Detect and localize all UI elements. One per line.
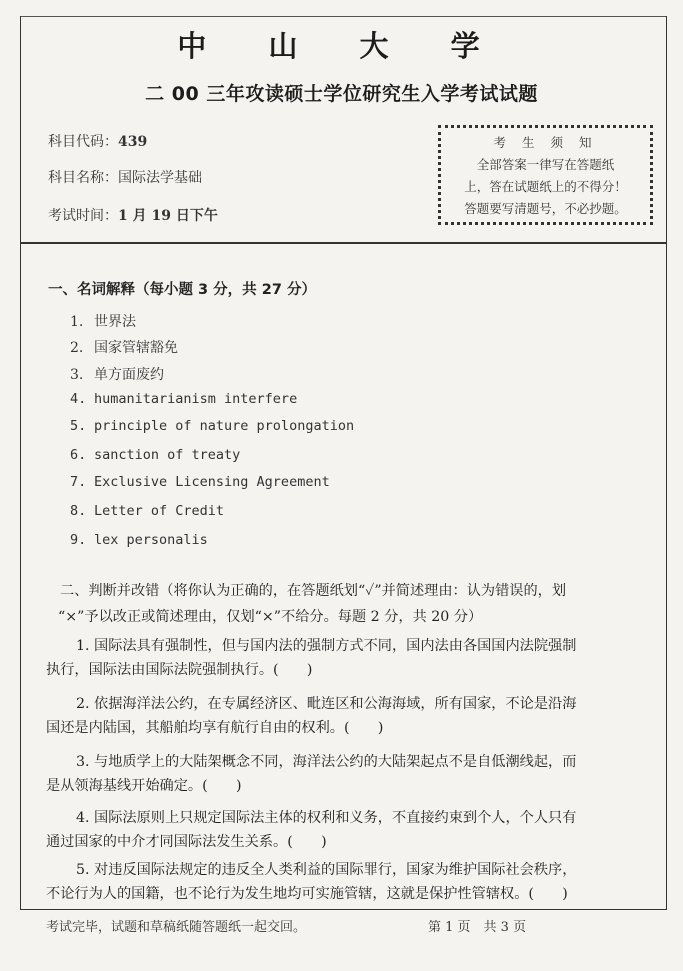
subject-code-row bbox=[48, 131, 147, 151]
header-separator bbox=[20, 242, 667, 244]
section-1-heading: 一、名词解释（每小题 3 分，共 27 分） bbox=[48, 282, 316, 298]
term-item-9: 9. lex personalis bbox=[70, 532, 208, 548]
judge-item-5: 5. 对违反国际法规定的违反全人类利益的国际罪行，国家为维护国际社会秩序， 不论行为人的国籍，也不论行为发生地均可实施管辖，这就是保护性管辖权。( ) bbox=[46, 862, 577, 902]
exam-time: 1 月 19 日下午 bbox=[118, 208, 218, 224]
term-item-3: 3. 单方面废约 bbox=[70, 367, 164, 383]
exam-time-row bbox=[48, 205, 218, 225]
notice-line-3: 答题要写清题号，不必抄题。 bbox=[464, 201, 627, 216]
term-item-7: 7. Exclusive Licensing Agreement bbox=[70, 474, 330, 490]
judge-item-2: 2. 依据海洋法公约，在专属经济区、毗连区和公海海域，所有国家，不论是沿海 国还是内陆国，其船舶均享有航行自由的权利。( ) bbox=[46, 696, 577, 736]
footer-note: 考试完毕，试题和草稿纸随答题纸一起交回。 bbox=[46, 920, 307, 935]
subject-code: 439 bbox=[118, 134, 148, 150]
page-number: 第 1 页 共 3 页 bbox=[428, 920, 527, 935]
term-item-4: 4. humanitarianism interfere bbox=[70, 391, 298, 407]
section-2-heading-line-2: “×”予以改正或简述理由，仅划“×”不给分。每题 2 分，共 20 分） bbox=[58, 609, 483, 625]
subject-name: 国际法学基础 bbox=[118, 170, 202, 186]
term-item-5: 5. principle of nature prolongation bbox=[70, 418, 355, 434]
section-2-heading-line-1: 二、判断并改错（将你认为正确的，在答题纸划“✓”并简述理由：认为错误的，划 bbox=[60, 583, 567, 599]
exam-time-label: 考试时间： bbox=[48, 208, 118, 224]
term-item-2: 2. 国家管辖豁免 bbox=[70, 340, 178, 356]
footer-separator bbox=[20, 909, 667, 910]
judge-item-1: 1. 国际法具有强制性，但与国内法的强制方式不同，国内法由各国国内法院强制 执行，国际法由国际法院强制执行。( ) bbox=[46, 638, 577, 678]
notice-line-2: 上，答在试题纸上的不得分！ bbox=[464, 179, 627, 194]
notice-title: 考 生 须 知 bbox=[493, 135, 598, 150]
subject-code-label: 科目代码： bbox=[48, 134, 118, 150]
notice-line-1: 全部答案一律写在答题纸 bbox=[476, 157, 615, 172]
term-item-6: 6. sanction of treaty bbox=[70, 447, 241, 463]
judge-item-3: 3. 与地质学上的大陆架概念不同，海洋法公约的大陆架起点不是自低潮线起，而 是从领海基线开始确定。( ) bbox=[46, 754, 577, 794]
term-item-8: 8. Letter of Credit bbox=[70, 503, 225, 519]
frame-top-line bbox=[21, 16, 666, 17]
candidate-notice-box bbox=[438, 125, 653, 225]
subject-name-label: 科目名称： bbox=[48, 170, 118, 186]
university-title: 中 山 大 学 bbox=[177, 29, 506, 63]
exam-title: 二 00 三年攻读硕士学位研究生入学考试试题 bbox=[145, 83, 538, 105]
subject-name-row bbox=[48, 167, 202, 187]
judge-item-4: 4. 国际法原则上只规定国际法主体的权利和义务，不直接约束到个人，个人只有 通过国家的中介才同国际法发生关系。( ) bbox=[46, 810, 577, 850]
term-item-1: 1. 世界法 bbox=[70, 314, 136, 330]
